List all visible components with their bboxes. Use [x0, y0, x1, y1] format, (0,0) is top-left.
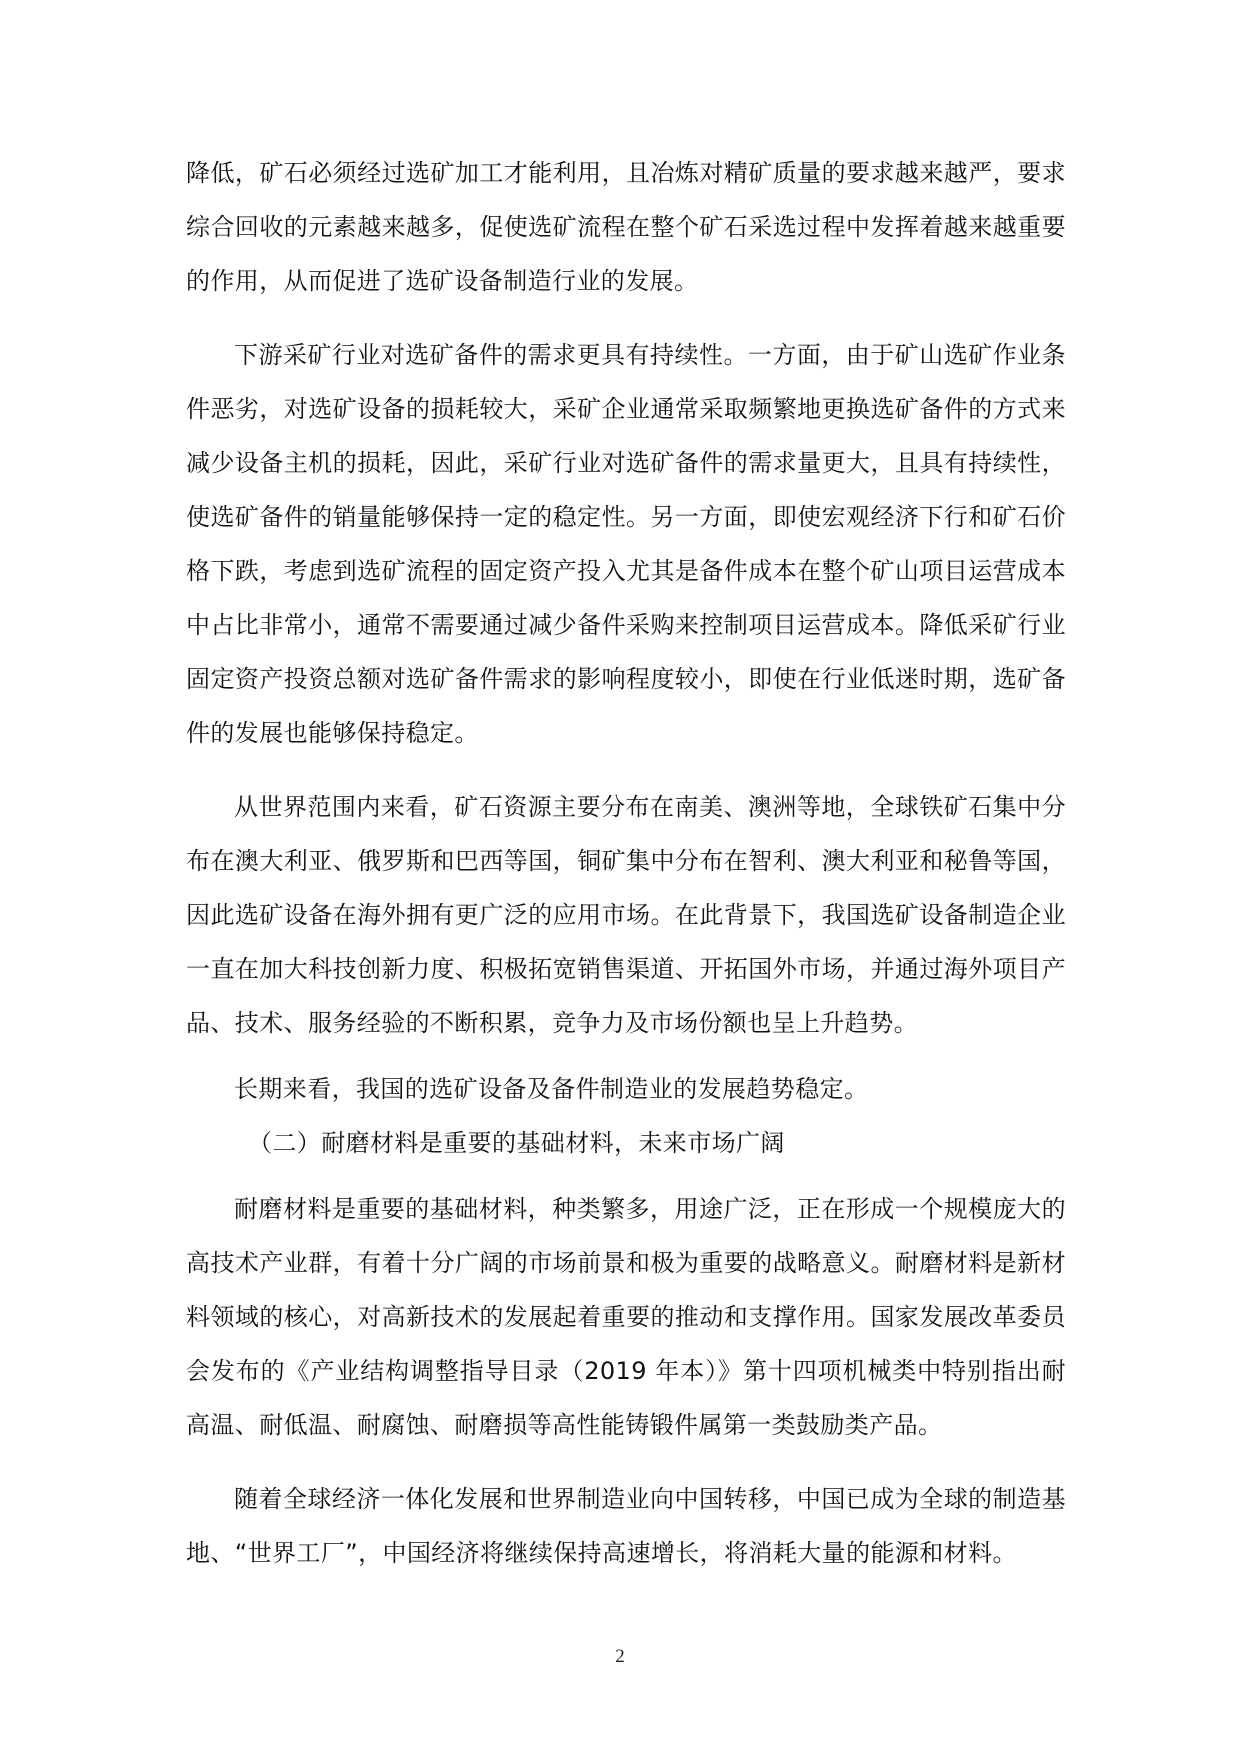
page-body — [186, 146, 1066, 1580]
paragraph-globalization: 随着全球经济一体化发展和世界制造业向中国转移，中国已成为全球的制造基地、“世界工厂”，中国经济将继续保持高速增长，将消耗大量的能源和材料。 — [186, 1485, 1066, 1567]
paragraph-spare-parts-demand: 下游采矿行业对选矿备件的需求更具有持续性。一方面，由于矿山选矿作业条件恶劣，对选矿设备的损耗较大，采矿企业通常采取频繁地更换选矿备件的方式来减少设备主机的损耗，因此，采矿行业对选矿备件的需求量更大，且具有持续性，使选矿备件的销量能够保持一定的稳定性。另一方面，即使宏观经济下行和矿石价格下跌，考虑到选矿流程的固定资产投入尤其是备件成本在整个矿山项目运营成本中占比非常小，通常不需要通过减少备件采购来控制项目运营成本。降低采矿行业固定资产投资总额对选矿备件需求的影响程度较小，即使在行业低迷时期，选矿备件的发展也能够保持稳定。 — [186, 341, 1066, 747]
paragraph-wear-resistant-materials: 耐磨材料是重要的基础材料，种类繁多，用途广泛，正在形成一个规模庞大的高技术产业群，有着十分广阔的市场前景和极为重要的战略意义。耐磨材料是新材料领域的核心，对高新技术的发展起着重要的推动和支撑作用。国家发展改革委员会发布的《产业结构调整指导目录（2019 年本）》第十四项机械类中特别指出耐高温、耐低温、耐腐蚀、耐磨损等高性能铸锻件属第一类鼓励类产品。 — [186, 1195, 1066, 1439]
page-number: 2 — [615, 1646, 625, 1667]
paragraph-continuation: 降低，矿石必须经过选矿加工才能利用，且冶炼对精矿质量的要求越来越严，要求综合回收的元素越来越多，促使选矿流程在整个矿石采选过程中发挥着越来越重要的作用，从而促进了选矿设备制造行业的发展。 — [186, 159, 1066, 295]
paragraph-global-market: 从世界范围内来看，矿石资源主要分布在南美、澳洲等地，全球铁矿石集中分布在澳大利亚、俄罗斯和巴西等国，铜矿集中分布在智利、澳大利亚和秘鲁等国，因此选矿设备在海外拥有更广泛的应用市场。在此背景下，我国选矿设备制造企业一直在加大科技创新力度、积极拓宽销售渠道、开拓国外市场，并通过海外项目产品、技术、服务经验的不断积累，竞争力及市场份额也呈上升趋势。 — [186, 793, 1066, 1037]
paragraph-long-term-trend: 长期来看，我国的选矿设备及备件制造业的发展趋势稳定。 — [234, 1075, 869, 1103]
section-heading: （二）耐磨材料是重要的基础材料，未来市场广阔 — [248, 1129, 785, 1157]
